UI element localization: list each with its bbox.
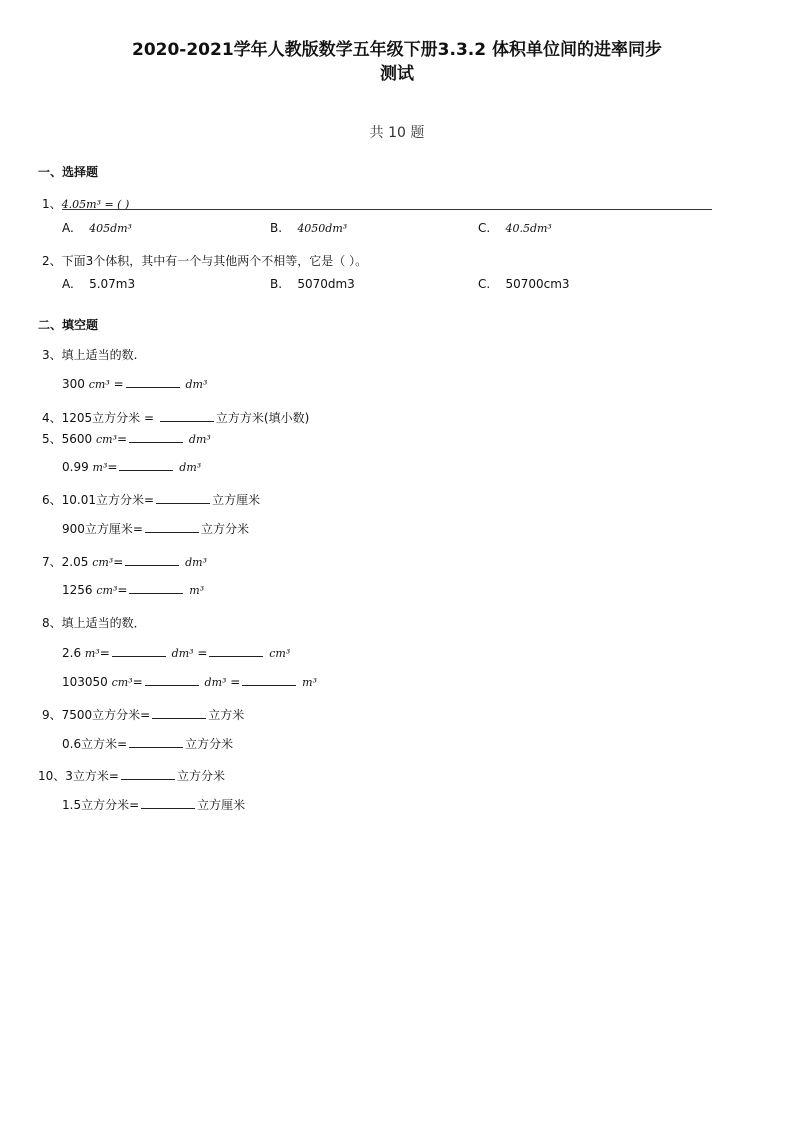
answer-blank[interactable] <box>129 582 183 594</box>
page-title-line2: 测试 <box>380 64 414 84</box>
answer-blank[interactable] <box>145 674 199 686</box>
answer-blank[interactable] <box>242 674 296 686</box>
fill-line: 103050 cm³= dm³ = m³ <box>62 675 317 689</box>
divider-line <box>62 209 712 210</box>
section-heading-fill: 二、填空题 <box>38 318 99 332</box>
question-2 <box>42 252 367 269</box>
option-c[interactable]: C. 40.5dm³ <box>478 221 552 235</box>
answer-blank[interactable] <box>112 645 166 657</box>
question-4: 4、1205立方分米 = 立方方米(填小数) <box>42 411 310 425</box>
answer-blank[interactable] <box>141 797 195 809</box>
answer-blank[interactable] <box>119 459 173 471</box>
option-c[interactable]: C. 50700cm3 <box>478 277 570 291</box>
fill-line: 1256 cm³= m³ <box>62 583 205 597</box>
question-number: 1、 <box>42 197 62 211</box>
answer-blank[interactable] <box>126 376 180 388</box>
question-stem: 下面3个体积，其中有一个与其他两个不相等，它是（ ）。 <box>61 254 368 268</box>
answer-blank[interactable] <box>145 521 199 533</box>
section-heading-choice: 一、选择题 <box>38 165 99 179</box>
fill-line: 300 cm³ = dm³ <box>62 377 208 391</box>
answer-blank[interactable] <box>209 645 263 657</box>
question-3: 3、填上适当的数. <box>42 348 138 362</box>
question-6: 6、10.01立方分米= 立方厘米 <box>42 493 261 507</box>
question-5: 5、5600 cm³= dm³ <box>42 432 211 446</box>
answer-blank[interactable] <box>129 431 183 443</box>
fill-line: 1.5立方分米= 立方厘米 <box>62 798 246 812</box>
answer-blank[interactable] <box>125 554 179 566</box>
option-a[interactable]: A. 405dm³ <box>62 221 132 235</box>
fill-line: 0.99 m³= dm³ <box>62 460 202 474</box>
option-a[interactable]: A. 5.07m3 <box>62 277 136 291</box>
question-stem: 4.05m³ = ( ) <box>61 198 130 211</box>
page-title: 2020-2021学年人教版数学五年级下册3.3.2 体积单位间的进率同步 <box>131 40 662 60</box>
fill-line: 0.6立方米= 立方分米 <box>62 737 234 751</box>
option-b[interactable]: B. 4050dm³ <box>270 221 348 235</box>
answer-blank[interactable] <box>152 707 206 719</box>
question-8: 8、填上适当的数． <box>42 616 146 630</box>
fill-line: 2.6 m³= dm³ = cm³ <box>62 646 291 660</box>
question-count: 共 10 题 <box>369 125 425 141</box>
fill-line: 900立方厘米= 立方分米 <box>62 522 249 536</box>
answer-blank[interactable] <box>129 736 183 748</box>
answer-blank[interactable] <box>121 768 175 780</box>
question-10: 10、3立方米= 立方分米 <box>38 769 225 783</box>
question-9: 9、7500立方分米= 立方米 <box>42 708 245 722</box>
question-number: 2、 <box>42 254 62 268</box>
answer-blank[interactable] <box>160 410 214 422</box>
question-7: 7、2.05 cm³= dm³ <box>42 555 207 569</box>
answer-blank[interactable] <box>156 492 210 504</box>
option-b[interactable]: B. 5070dm3 <box>270 277 355 291</box>
